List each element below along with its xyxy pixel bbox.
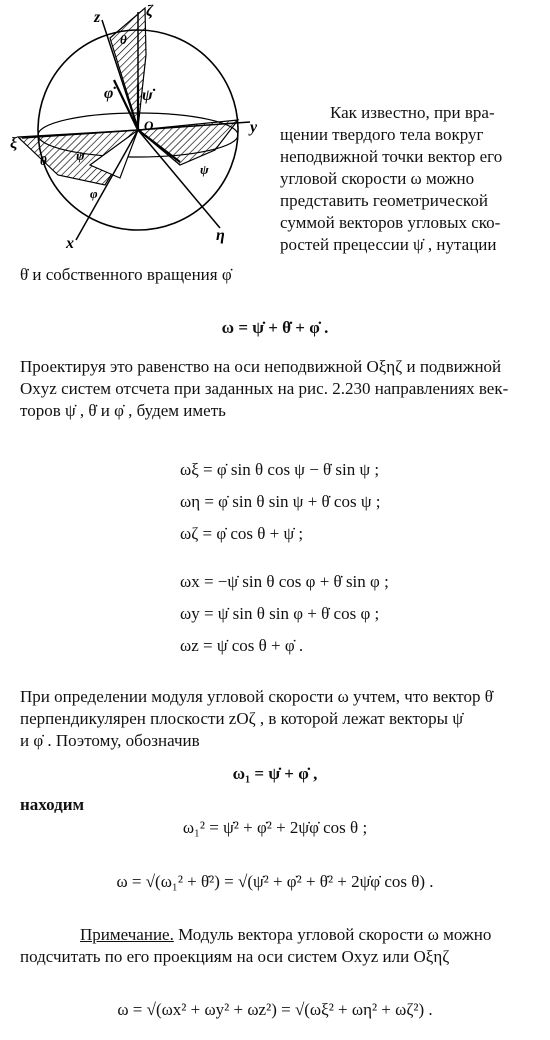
intro-line: неподвижной точки вектор его (280, 147, 503, 166)
projection-line: торов ψ̇ , θ̇ и φ̇ , будем иметь (20, 401, 226, 420)
equation-omega-xi: ωξ = φ̇ sin θ cos ψ − θ̇ sin ψ ; (180, 460, 380, 479)
note-paragraph (20, 924, 540, 968)
label-zeta: ζ (146, 3, 154, 20)
equation-omega-z: ωz = ψ̇ cos θ + φ̇ . (180, 636, 304, 655)
modulus-line: перпендикулярен плоскости zOζ , в которой лежат векторы ψ̇ (20, 709, 463, 728)
equation-omega-y: ωy = ψ̇ sin θ sin φ + θ̇ cos φ ; (180, 604, 380, 623)
note-title: Примечание. (80, 925, 174, 944)
intro-line: Как известно, при вра- (330, 103, 495, 122)
label-phi-dot: φ̇ (104, 85, 114, 102)
intro-line: суммой векторов угловых ско- (280, 213, 501, 232)
projection-line: Oxyz систем отсчета при заданных на рис. 2.230 направлениях век- (20, 379, 509, 398)
equation-omega1-squared: ω₁² = ψ̇² + φ̇² + 2ψ̇φ̇ cos θ ; (182, 818, 368, 837)
label-theta-top: θ (120, 32, 127, 47)
equation-omega-sum: ω = ψ̇ + θ̇ + φ̇ . (221, 318, 329, 337)
projection-line: Проектируя это равенство на оси неподвижной Oξηζ и подвижной (20, 357, 502, 376)
equation-omega-x: ωx = −ψ̇ sin θ cos φ + θ̇ sin φ ; (180, 572, 389, 591)
intro-line: щении твердого тела вокруг (280, 125, 484, 144)
projection-paragraph (20, 356, 540, 422)
modulus-line: При определении модуля угловой скорости ω учтем, что вектор θ̇ (20, 687, 493, 706)
finding-label: находим (20, 795, 85, 814)
label-psi-right: ψ (200, 162, 209, 177)
intro-line-8: θ̇ и собственного вращения φ̇ (20, 265, 232, 284)
label-O: O (144, 118, 154, 133)
equation-omega-projections: ω = √(ωx² + ωy² + ωz²) = √(ωξ² + ωη² + ωζ²) . (117, 1000, 433, 1019)
note-text: Модуль вектора угловой скорости ω можно (173, 925, 492, 944)
euler-angles-figure (10, 0, 282, 270)
intro-paragraph (280, 102, 538, 256)
intro-line: угловой скорости ω можно (280, 169, 475, 188)
label-z: z (94, 9, 101, 26)
modulus-line: и φ̇ . Поэтому, обозначив (20, 731, 200, 750)
label-y: y (250, 119, 258, 136)
note-line: подсчитать по его проекциям на оси систем Oxyz или Oξηζ (20, 947, 450, 966)
intro-line: ростей прецессии ψ̇ , нутации (280, 235, 497, 254)
modulus-paragraph (20, 686, 540, 752)
equation-omega1: ω₁ = ψ̇ + φ̇ , (232, 764, 318, 783)
equation-omega-eta: ωη = φ̇ sin θ sin ψ + θ̇ cos ψ ; (180, 492, 381, 511)
intro-line: представить геометрической (280, 191, 488, 210)
label-psi-dot: ψ̇ (142, 87, 153, 104)
label-psi-left: ψ (76, 148, 85, 163)
equation-omega-modulus: ω = √(ω₁² + θ̇²) = √(ψ̇² + φ̇² + θ̇² + 2ψ̇φ̇ cos θ) . (116, 872, 434, 891)
label-xi: ξ (10, 135, 18, 152)
label-phi-bottom: φ (90, 186, 98, 201)
label-x: x (66, 235, 74, 252)
label-eta: η (216, 227, 225, 244)
equation-omega-zeta: ωζ = φ̇ cos θ + ψ̇ ; (180, 524, 304, 543)
label-theta-left: θ (40, 153, 47, 168)
